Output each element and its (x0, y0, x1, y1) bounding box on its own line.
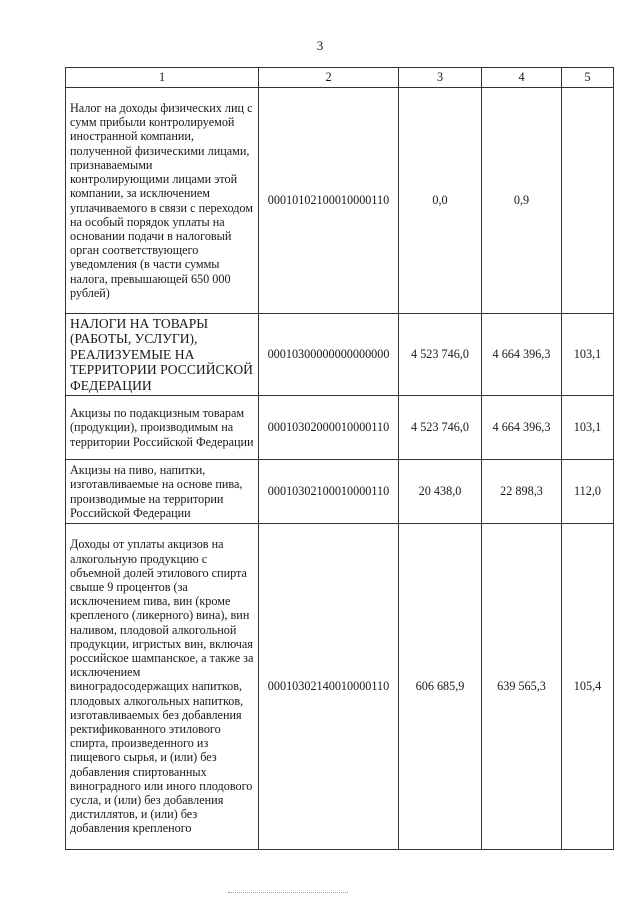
row-percent: 103,1 (562, 396, 614, 460)
row-plan: 4 523 746,0 (399, 314, 482, 396)
row-name: Акцизы на пиво, напитки, изготавливаемые на основе пива, производимые на территории Российской Федерации (66, 460, 259, 524)
row-plan: 606 685,9 (399, 524, 482, 850)
table-header-row (66, 68, 614, 88)
row-name: Доходы от уплаты акцизов на алкогольную продукцию с объемной долей этилового спирта свыше 9 процентов (за исключением пива, вин (кроме крепленого (ликерного) вина), вин наливом, плодовой алкогольной продукции, игристых вин, включая российское шампанское, а также за исключением виноградосодержащих напитков, плодовых алкогольных напитков, изготавливаемых без добавления ректификованного этилового спирта, произведенного из пищевого сырья, и (или) без добавления спиртованных виноградного или иного плодового сусла, и (или) без добавления дистиллятов, и (или) без добавления крепленого (66, 524, 259, 850)
row-fact: 0,9 (482, 88, 562, 314)
column-header-5: 5 (562, 68, 614, 88)
revenue-table (65, 67, 614, 850)
table-row (66, 524, 614, 850)
row-fact: 22 898,3 (482, 460, 562, 524)
table-row (66, 396, 614, 460)
row-percent: 105,4 (562, 524, 614, 850)
row-percent: 103,1 (562, 314, 614, 396)
row-code: 00010302140010000110 (259, 524, 399, 850)
column-header-3: 3 (399, 68, 482, 88)
table-row (66, 460, 614, 524)
row-fact: 4 664 396,3 (482, 396, 562, 460)
row-plan: 20 438,0 (399, 460, 482, 524)
column-header-1: 1 (66, 68, 259, 88)
page-bottom-divider (228, 892, 348, 893)
row-code: 00010300000000000000 (259, 314, 399, 396)
table-row (66, 314, 614, 396)
row-name: Налог на доходы физических лиц с сумм прибыли контролируемой иностранной компании, полученной физическими лицами, признаваемыми контролирующими лицами этой компании, за исключением уплачиваемого в связи с переходом на особый порядок уплаты на основании подачи в налоговый орган соответствующего уведомления (в части суммы налога, превышающей 650 000 рублей) (66, 88, 259, 314)
row-fact: 4 664 396,3 (482, 314, 562, 396)
column-header-2: 2 (259, 68, 399, 88)
row-code: 00010102100010000110 (259, 88, 399, 314)
page-number: 3 (316, 38, 324, 53)
row-name: НАЛОГИ НА ТОВАРЫ (РАБОТЫ, УСЛУГИ), РЕАЛИЗУЕМЫЕ НА ТЕРРИТОРИИ РОССИЙСКОЙ ФЕДЕРАЦИИ (66, 314, 259, 396)
row-plan: 4 523 746,0 (399, 396, 482, 460)
column-header-4: 4 (482, 68, 562, 88)
row-name: Акцизы по подакцизным товарам (продукции), производимым на территории Российской Федерации (66, 396, 259, 460)
row-percent: 112,0 (562, 460, 614, 524)
row-fact: 639 565,3 (482, 524, 562, 850)
row-plan: 0,0 (399, 88, 482, 314)
row-code: 00010302000010000110 (259, 396, 399, 460)
row-code: 00010302100010000110 (259, 460, 399, 524)
table-row (66, 88, 614, 314)
row-percent (562, 88, 614, 314)
